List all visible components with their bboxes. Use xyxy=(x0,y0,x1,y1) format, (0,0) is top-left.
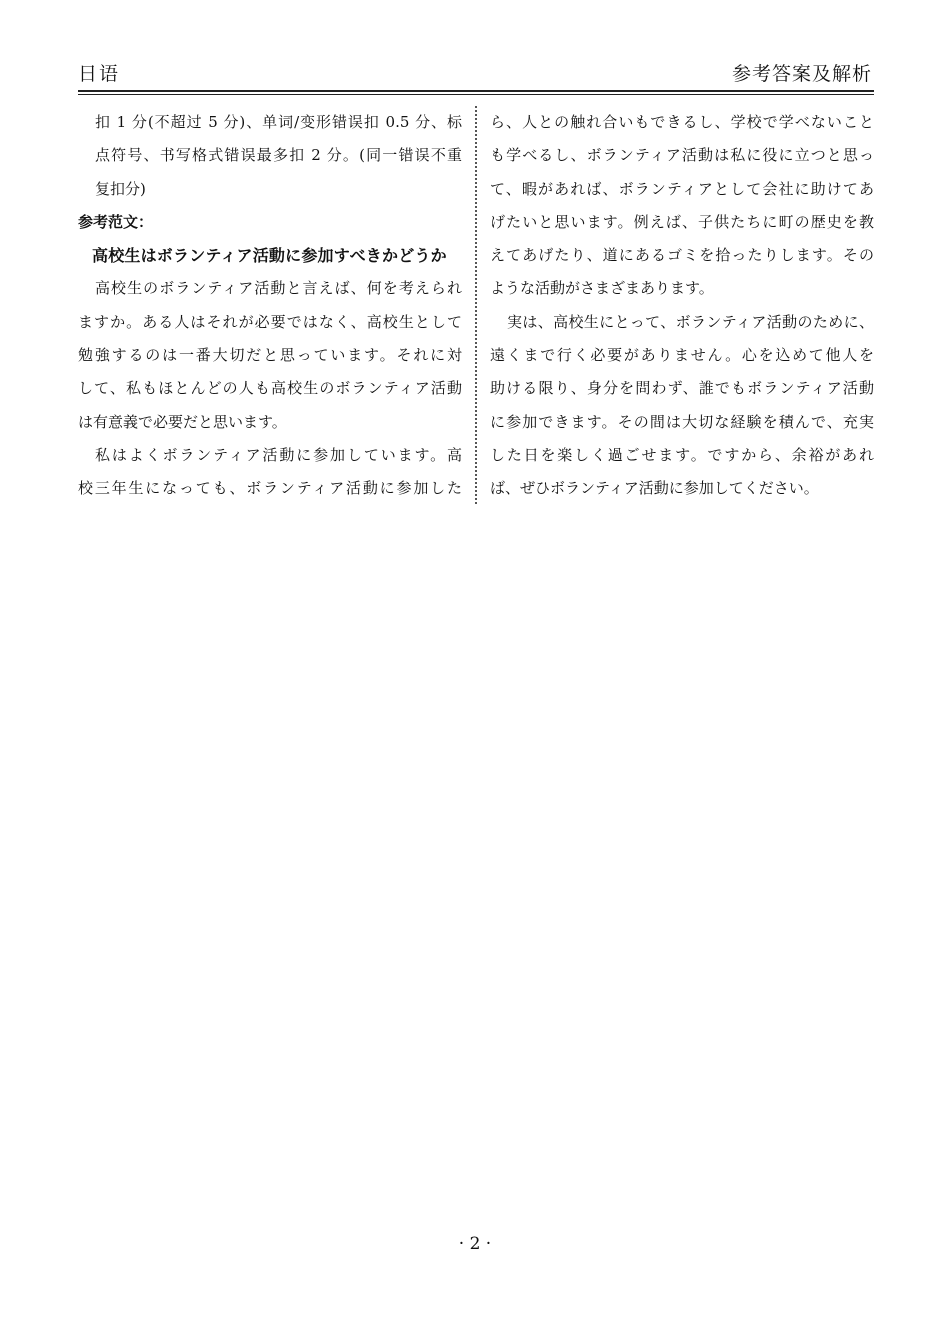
paragraph-line: ば、ぜひボランティア活動に参加してください。 xyxy=(490,479,819,498)
paragraph-line: 実は、高校生にとって、ボランティア活動のために、 xyxy=(507,312,874,331)
sample-essay-label: 参考范文： xyxy=(78,212,154,231)
scoring-note-line: 扣 1 分(不超过 5 分)、单词/变形错误扣 0.5 分、标 xyxy=(95,113,462,131)
paragraph-line: 私はよくボランティア活動に参加しています。高 xyxy=(95,445,462,464)
paragraph-line: した日を楽しく過ごせます。ですから、余裕があれ xyxy=(490,445,874,464)
right-column xyxy=(490,106,874,506)
paragraph-line: 校三年生になっても、ボランティア活動に参加した xyxy=(78,479,462,498)
left-column xyxy=(78,106,462,506)
paragraph-line: ような活動がさまざまあります。 xyxy=(490,279,714,298)
scoring-note-line: 复扣分) xyxy=(95,179,146,198)
paragraph-line: に参加できます。その間は大切な経験を積んで、充実 xyxy=(490,412,874,431)
paragraph-line: も学べるし、ボランティア活動は私に役に立つと思っ xyxy=(490,146,874,165)
paragraph-line: 勉強するのは一番大切だと思っています。それに対 xyxy=(78,346,462,365)
paragraph-line: ら、人との触れ合いもできるし、学校で学べないこと xyxy=(490,113,874,131)
page-header xyxy=(78,60,874,88)
paragraph-line: は有意義で必要だと思います。 xyxy=(78,412,287,431)
header-subject: 日语 xyxy=(78,63,121,85)
paragraph-line: て、暇があれば、ボランティアとして会社に助けてあ xyxy=(490,179,874,198)
paragraph-line: 助ける限り、身分を問わず、誰でもボランティア活動 xyxy=(490,379,874,398)
paragraph-line: 高校生のボランティア活動と言えば、何を考えられ xyxy=(95,279,462,298)
header-rule-thick xyxy=(78,90,874,92)
header-rule-thin xyxy=(78,94,874,95)
paragraph-line: 遠くまで行く必要がありません。心を込めて他人を xyxy=(490,346,874,365)
paragraph-line: して、私もほとんどの人も高校生のボランティア活動 xyxy=(78,379,462,398)
page-number: · 2 · xyxy=(458,1234,492,1254)
column-divider xyxy=(475,106,477,504)
essay-title: 高校生はボランティア活動に参加すべきかどうか xyxy=(92,246,447,266)
paragraph-line: ますか。ある人はそれが必要ではなく、高校生として xyxy=(78,312,462,331)
header-section-title: 参考答案及解析 xyxy=(731,63,872,85)
paragraph-line: えてあげたり、道にあるゴミを拾ったりします。その xyxy=(490,246,874,265)
paragraph-line: げたいと思います。例えば、子供たちに町の歴史を教 xyxy=(490,212,874,231)
scoring-note-line: 点符号、书写格式错误最多扣 2 分。(同一错误不重 xyxy=(95,146,462,165)
